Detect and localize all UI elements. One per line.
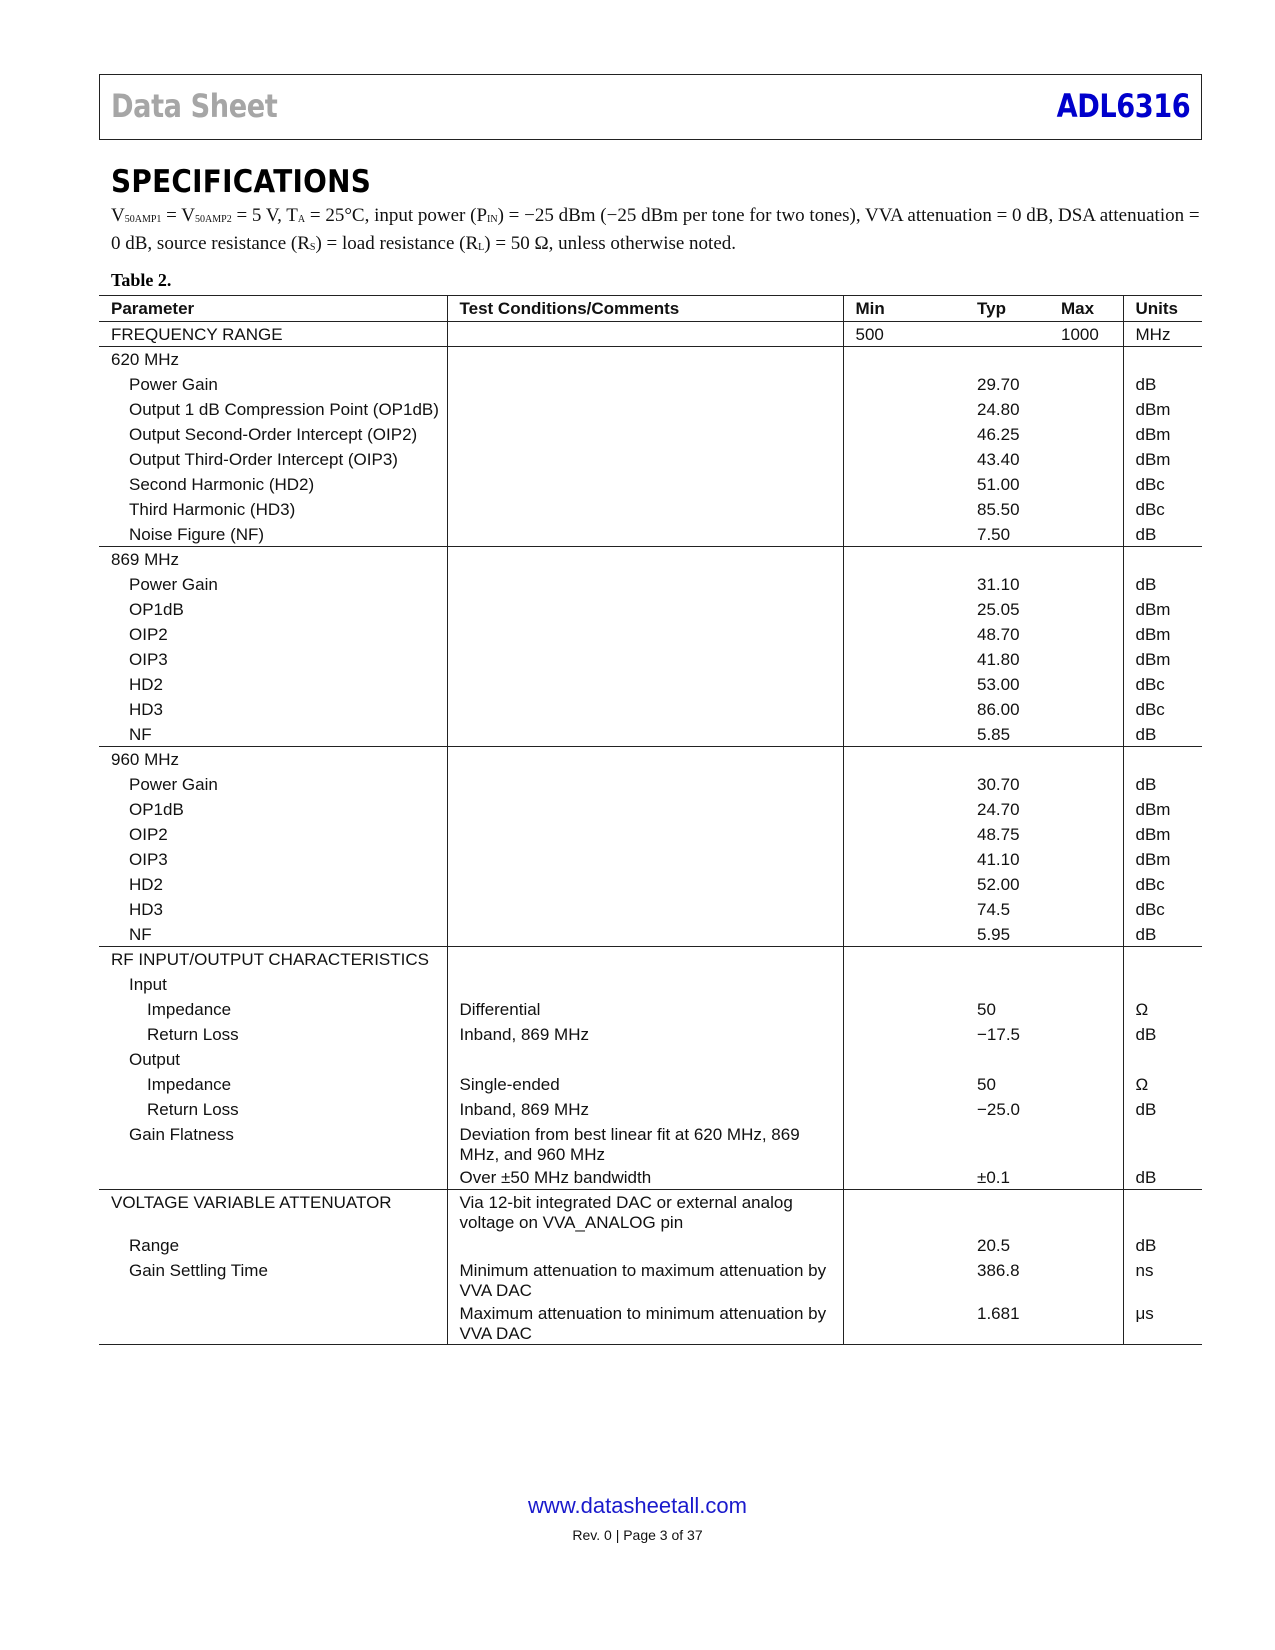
cell-param: Second Harmonic (HD2) [99, 472, 447, 497]
cell-conditions: Inband, 869 MHz [447, 1022, 843, 1047]
cell-min [843, 522, 965, 547]
cell-min [843, 1165, 965, 1190]
cell-param: Power Gain [99, 372, 447, 397]
cell-min [843, 1190, 965, 1234]
cell-unit: dB [1135, 774, 1157, 794]
cell-param: Input [99, 972, 447, 997]
cell-max [1049, 1072, 1123, 1097]
cell-max [1049, 747, 1123, 772]
table-row [99, 747, 1202, 772]
cell-param: RF INPUT/OUTPUT CHARACTERISTICS [99, 947, 447, 972]
cell-param: OP1dB [99, 797, 447, 822]
header-typ: Typ [965, 296, 1049, 322]
cell-typ: 50 [977, 999, 996, 1019]
page-header [99, 74, 1202, 140]
cell-min [843, 722, 965, 747]
specifications-table [99, 295, 1202, 1345]
cell-max [1049, 472, 1123, 497]
table-row [99, 1022, 1202, 1047]
cell-conditions [447, 1047, 843, 1072]
cell-min [843, 397, 965, 422]
cell-typ: 31.10 [977, 574, 1020, 594]
cell-conditions: Deviation from best linear fit at 620 MHz, 869 MHz, and 960 MHz [447, 1122, 843, 1165]
cell-param: OIP2 [99, 622, 447, 647]
cell-min [843, 572, 965, 597]
cell-conditions [447, 822, 843, 847]
cell-max [1049, 547, 1123, 572]
table-row [99, 422, 1202, 447]
cell-param: Power Gain [99, 772, 447, 797]
cell-conditions [447, 772, 843, 797]
cell-unit: Ω [1135, 999, 1149, 1019]
cell-unit: dBc [1135, 874, 1165, 894]
cell-conditions: Inband, 869 MHz [447, 1097, 843, 1122]
cell-min [843, 947, 965, 972]
cell-conditions [447, 572, 843, 597]
footer-page-number: Rev. 0 | Page 3 of 37 [572, 1527, 703, 1543]
cell-unit [1123, 1122, 1202, 1165]
cell-min [843, 1122, 965, 1165]
cell-unit: dBm [1135, 649, 1171, 669]
cell-typ: 86.00 [977, 699, 1020, 719]
cell-min [843, 672, 965, 697]
cell-conditions [447, 522, 843, 547]
cell-unit: dB [1135, 524, 1157, 544]
table-row [99, 922, 1202, 947]
cell-min [843, 622, 965, 647]
cell-unit: dBc [1135, 899, 1165, 919]
cell-min [843, 447, 965, 472]
cell-param: Impedance [99, 1072, 447, 1097]
table-row [99, 847, 1202, 872]
cell-conditions [447, 1233, 843, 1258]
cell-min [843, 497, 965, 522]
table-row [99, 397, 1202, 422]
cell-param: OIP3 [99, 647, 447, 672]
cell-max [1049, 1258, 1123, 1301]
cell-max [1049, 397, 1123, 422]
cell-min [843, 897, 965, 922]
cell-min [843, 472, 965, 497]
cell-param: Noise Figure (NF) [99, 522, 447, 547]
cell-param: HD3 [99, 897, 447, 922]
table-row [99, 1122, 1202, 1165]
cell-conditions [447, 322, 843, 347]
cell-unit: dB [1135, 1099, 1157, 1119]
cell-min [843, 347, 965, 372]
cell-min [843, 597, 965, 622]
cell-param: Return Loss [99, 1022, 447, 1047]
table-row [99, 1072, 1202, 1097]
cell-max [1049, 572, 1123, 597]
table-row [99, 572, 1202, 597]
cell-max [1049, 872, 1123, 897]
cell-param: Impedance [99, 997, 447, 1022]
header-units: Units [1123, 296, 1202, 322]
cell-unit: dBm [1135, 449, 1171, 469]
cell-typ: 30.70 [977, 774, 1020, 794]
cell-typ: 50 [977, 1074, 996, 1094]
cell-param: HD2 [99, 672, 447, 697]
cell-max [1049, 422, 1123, 447]
cell-typ: 5.85 [977, 724, 1011, 744]
cell-max [1049, 997, 1123, 1022]
cell-min [843, 697, 965, 722]
cell-typ [965, 1047, 1049, 1072]
cell-param: FREQUENCY RANGE [99, 322, 447, 347]
cell-typ: 29.70 [977, 374, 1020, 394]
cell-min [843, 647, 965, 672]
cell-param: OIP2 [99, 822, 447, 847]
table-row [99, 472, 1202, 497]
cell-param: VOLTAGE VARIABLE ATTENUATOR [99, 1190, 447, 1234]
cell-param: HD2 [99, 872, 447, 897]
cell-max [1049, 1122, 1123, 1165]
cell-unit: dBm [1135, 849, 1171, 869]
cell-unit [1123, 547, 1202, 572]
cell-typ: 20.5 [977, 1236, 1011, 1255]
cell-param: 869 MHz [99, 547, 447, 572]
cell-max [1049, 447, 1123, 472]
cell-typ: 53.00 [977, 674, 1020, 694]
cell-conditions: Single-ended [447, 1072, 843, 1097]
test-conditions-paragraph: $V_{50AMP1} = V_{50AMP2} = 5$ V, $T_A = 25^\circ C$, input power $(P_{IN}) = -25$ dBm (−25 dBm per tone for two tones), VVA attenuation = 0 dB, DSA attenuation = 0 dB, source resistance $(R_S)$ = load resistance $(R_L) = 50$ Ω, unless otherwise noted. [111, 205, 1200, 254]
table-row [99, 322, 1202, 347]
cell-unit [1123, 747, 1202, 772]
table-row [99, 797, 1202, 822]
cell-param: Output Second-Order Intercept (OIP2) [99, 422, 447, 447]
cell-min [843, 997, 965, 1022]
cell-conditions [447, 422, 843, 447]
cell-typ [965, 547, 1049, 572]
cell-typ: 386.8 [977, 1261, 1020, 1280]
cell-unit: Ω [1135, 1074, 1149, 1094]
cell-param: 960 MHz [99, 747, 447, 772]
cell-typ: 7.50 [977, 524, 1011, 544]
cell-conditions [447, 947, 843, 972]
cell-unit: dBc [1135, 499, 1165, 519]
cell-max [1049, 522, 1123, 547]
cell-conditions [447, 347, 843, 372]
cell-max [1049, 622, 1123, 647]
cell-conditions [447, 897, 843, 922]
cell-max [1049, 1165, 1123, 1190]
cell-min [843, 547, 965, 572]
table-row [99, 547, 1202, 572]
cell-param: NF [99, 722, 447, 747]
table-row [99, 697, 1202, 722]
table-row [99, 1047, 1202, 1072]
cell-param [99, 1165, 447, 1190]
cell-param: OIP3 [99, 847, 447, 872]
cell-param: Gain Flatness [99, 1122, 447, 1165]
cell-typ [965, 747, 1049, 772]
cell-conditions: Over ±50 MHz bandwidth [447, 1165, 843, 1190]
cell-param: Output 1 dB Compression Point (OP1dB) [99, 397, 447, 422]
cell-max [1049, 822, 1123, 847]
cell-typ: 41.10 [977, 849, 1020, 869]
cell-max [1049, 1097, 1123, 1122]
header-max: Max [1049, 296, 1123, 322]
cell-min [843, 747, 965, 772]
cell-param: Range [99, 1233, 447, 1258]
cell-min [843, 1022, 965, 1047]
cell-conditions [447, 597, 843, 622]
cell-typ [965, 947, 1049, 972]
cell-min [843, 1097, 965, 1122]
cell-unit: dB [1135, 1167, 1157, 1187]
cell-max [1049, 497, 1123, 522]
table-row [99, 672, 1202, 697]
table-row [99, 722, 1202, 747]
table-row [99, 447, 1202, 472]
cell-typ [965, 1122, 1049, 1165]
cell-min [843, 922, 965, 947]
header-test-conditions: Test Conditions/Comments [447, 296, 843, 322]
cell-conditions: Maximum attenuation to minimum attenuation by VVA DAC [447, 1301, 843, 1345]
cell-conditions: Via 12-bit integrated DAC or external analog voltage on VVA_ANALOG pin [447, 1190, 843, 1234]
cell-conditions [447, 972, 843, 997]
table-row [99, 1190, 1202, 1234]
table-row [99, 822, 1202, 847]
cell-min [843, 1072, 965, 1097]
cell-typ: ±0.1 [977, 1167, 1010, 1187]
cell-conditions [447, 697, 843, 722]
cell-param: Return Loss [99, 1097, 447, 1122]
cell-unit: dB [1135, 374, 1157, 394]
table-row [99, 947, 1202, 972]
cell-unit [1123, 1190, 1202, 1234]
cell-unit: dB [1135, 724, 1157, 744]
table-row [99, 347, 1202, 372]
cell-param: 620 MHz [99, 347, 447, 372]
cell-param: Power Gain [99, 572, 447, 597]
cell-unit: μs [1123, 1301, 1202, 1345]
cell-conditions [447, 397, 843, 422]
cell-param: Output [99, 1047, 447, 1072]
cell-max: 1000 [1049, 322, 1123, 347]
cell-max [1049, 1233, 1123, 1258]
cell-typ: 1.681 [965, 1301, 1049, 1345]
cell-param: OP1dB [99, 597, 447, 622]
cell-typ: 41.80 [977, 649, 1020, 669]
cell-typ [965, 972, 1049, 997]
cell-max [1049, 897, 1123, 922]
cell-param: Output Third-Order Intercept (OIP3) [99, 447, 447, 472]
table-row [99, 997, 1202, 1022]
table-row [99, 972, 1202, 997]
cell-conditions [447, 797, 843, 822]
cell-param: HD3 [99, 697, 447, 722]
cell-param: Third Harmonic (HD3) [99, 497, 447, 522]
cell-unit [1123, 347, 1202, 372]
cell-max [1049, 697, 1123, 722]
table-row [99, 1097, 1202, 1122]
cell-typ: 43.40 [977, 449, 1020, 469]
cell-typ: 5.95 [977, 924, 1011, 944]
cell-typ [965, 1190, 1049, 1234]
table-row [99, 1258, 1202, 1301]
cell-min [843, 1047, 965, 1072]
cell-max [1049, 672, 1123, 697]
cell-unit: dB [1135, 924, 1157, 944]
cell-conditions [447, 872, 843, 897]
table-row [99, 497, 1202, 522]
cell-min: 500 [855, 325, 884, 344]
table-row [99, 772, 1202, 797]
cell-param: Gain Settling Time [99, 1258, 447, 1301]
cell-min [843, 422, 965, 447]
cell-unit: dBc [1135, 674, 1165, 694]
cell-unit: dBm [1135, 424, 1171, 444]
table-row [99, 647, 1202, 672]
cell-conditions [447, 747, 843, 772]
cell-typ: 46.25 [977, 424, 1020, 444]
header-min: Min [843, 296, 965, 322]
cell-conditions [447, 497, 843, 522]
cell-min [843, 847, 965, 872]
cell-typ: 48.70 [977, 624, 1020, 644]
cell-max [1049, 647, 1123, 672]
cell-max [1049, 797, 1123, 822]
cell-param [99, 1301, 447, 1345]
cell-unit: dBm [1135, 824, 1171, 844]
table-row [99, 897, 1202, 922]
cell-max [1049, 347, 1123, 372]
table-row [99, 622, 1202, 647]
cell-max [1049, 1190, 1123, 1234]
cell-min [843, 1233, 965, 1258]
cell-typ: 74.5 [977, 899, 1011, 919]
cell-typ: 85.50 [977, 499, 1020, 519]
cell-conditions [447, 622, 843, 647]
cell-min [843, 1258, 965, 1301]
cell-max [1049, 847, 1123, 872]
cell-unit: dBm [1135, 599, 1171, 619]
cell-min [843, 1301, 965, 1345]
cell-typ: 51.00 [977, 474, 1020, 494]
cell-typ: 24.70 [977, 799, 1020, 819]
cell-typ: 48.75 [977, 824, 1020, 844]
cell-max [1049, 597, 1123, 622]
cell-typ [965, 347, 1049, 372]
cell-conditions [447, 722, 843, 747]
cell-conditions [447, 922, 843, 947]
cell-min [843, 872, 965, 897]
cell-typ: −17.5 [977, 1024, 1021, 1044]
cell-unit [1123, 1047, 1202, 1072]
cell-min [843, 372, 965, 397]
cell-min [843, 822, 965, 847]
cell-max [1049, 722, 1123, 747]
footer-website-link[interactable]: www.datasheetall.com [528, 1493, 747, 1518]
table-row [99, 1233, 1202, 1258]
cell-unit: dBc [1135, 474, 1165, 494]
cell-conditions [447, 672, 843, 697]
cell-min [843, 772, 965, 797]
doc-type-label: Data Sheet [111, 87, 278, 125]
cell-conditions [447, 447, 843, 472]
cell-conditions [447, 847, 843, 872]
cell-max [1049, 922, 1123, 947]
cell-conditions [447, 647, 843, 672]
header-parameter: Parameter [99, 296, 447, 322]
table-header-row [99, 296, 1202, 322]
table-row [99, 1165, 1202, 1190]
cell-max [1049, 772, 1123, 797]
section-title: SPECIFICATIONS [111, 164, 372, 200]
table-row [99, 597, 1202, 622]
cell-unit: dB [1135, 1024, 1157, 1044]
cell-unit: ns [1135, 1261, 1154, 1280]
cell-unit: dB [1135, 574, 1157, 594]
part-number: ADL6316 [1056, 87, 1190, 125]
table-row [99, 872, 1202, 897]
cell-unit: dBm [1135, 624, 1171, 644]
table-caption: Table 2. [111, 270, 172, 290]
cell-typ: 24.80 [977, 399, 1020, 419]
cell-typ: 25.05 [977, 599, 1020, 619]
cell-unit: dBc [1135, 699, 1165, 719]
cell-max [1049, 1047, 1123, 1072]
cell-conditions [447, 472, 843, 497]
table-row [99, 522, 1202, 547]
cell-typ [965, 322, 1049, 347]
cell-typ: 52.00 [977, 874, 1020, 894]
cell-unit [1123, 947, 1202, 972]
cell-unit: dB [1135, 1236, 1157, 1255]
cell-conditions [447, 547, 843, 572]
cell-unit: dBm [1135, 799, 1171, 819]
table-row [99, 1301, 1202, 1345]
cell-max [1049, 972, 1123, 997]
cell-max [1049, 1022, 1123, 1047]
cell-conditions [447, 372, 843, 397]
cell-max [1049, 372, 1123, 397]
cell-conditions: Minimum attenuation to maximum attenuation by VVA DAC [447, 1258, 843, 1301]
cell-typ: −25.0 [977, 1099, 1021, 1119]
cell-unit: dBm [1135, 399, 1171, 419]
table-row [99, 372, 1202, 397]
cell-min [843, 972, 965, 997]
cell-conditions: Differential [447, 997, 843, 1022]
cell-unit [1123, 972, 1202, 997]
cell-max [1049, 1301, 1123, 1345]
cell-unit: MHz [1135, 325, 1171, 344]
cell-max [1049, 947, 1123, 972]
cell-min [843, 797, 965, 822]
cell-param: NF [99, 922, 447, 947]
